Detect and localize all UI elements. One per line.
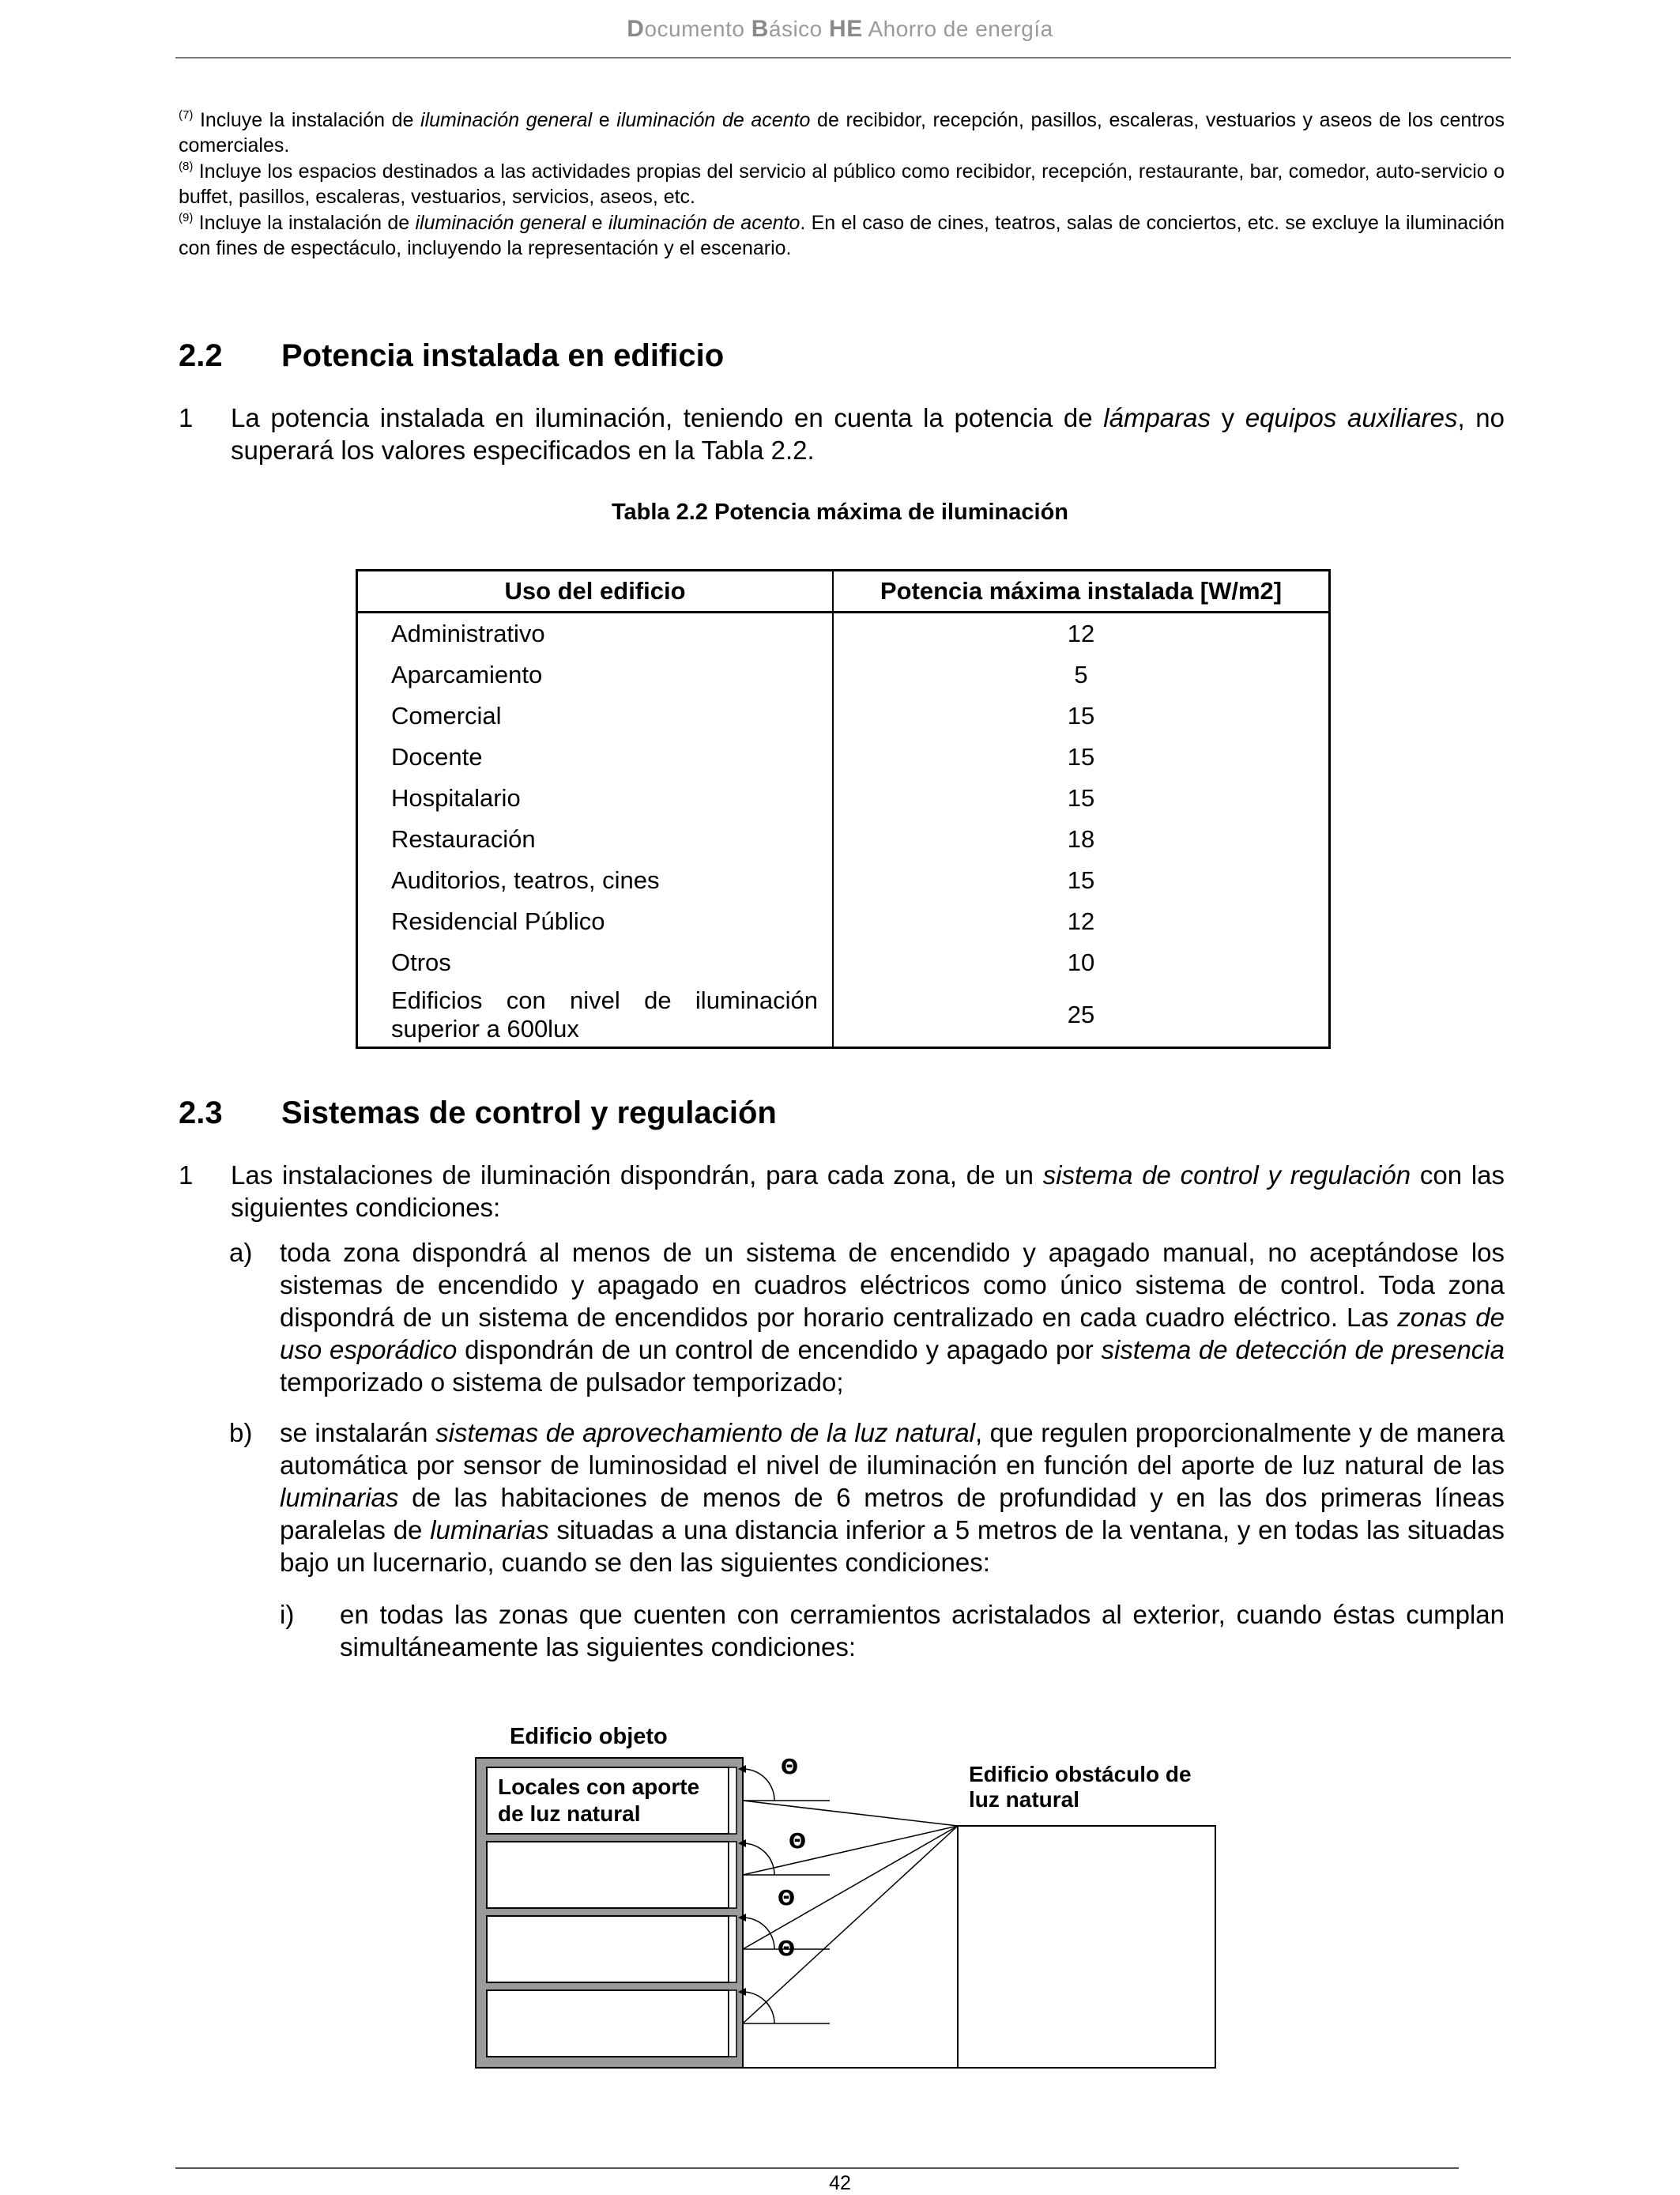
cell-max-power: 15 bbox=[1067, 702, 1095, 730]
cell-max-power: 18 bbox=[1067, 825, 1095, 853]
sight-lines bbox=[743, 1801, 958, 2023]
table-body bbox=[357, 613, 1330, 1048]
section-title: Potencia instalada en edificio bbox=[281, 338, 725, 373]
cell-building-use: Hospitalario bbox=[357, 778, 834, 819]
table-row bbox=[357, 942, 1330, 983]
rooms-label-line-1: Locales con aporte bbox=[498, 1774, 700, 1799]
text-run: situadas a una distancia inferior a 5 metros de la ventana, y en todas las situadas bajo un lucernario, cuando se den las siguientes condiciones: bbox=[280, 1515, 1505, 1577]
footnote-mark: (7) bbox=[179, 108, 194, 122]
italic-term: luminarias bbox=[280, 1483, 399, 1512]
section-number: 2.3 bbox=[179, 1096, 223, 1130]
italic-term: sistema de detección de presencia bbox=[1101, 1335, 1505, 1364]
table-row bbox=[357, 983, 1330, 1048]
item-b bbox=[280, 1416, 1505, 1578]
cell-max-power: 25 bbox=[1067, 1001, 1095, 1028]
paragraph-2-3-1 bbox=[231, 1159, 1505, 1224]
angle-arcs bbox=[743, 1769, 774, 2023]
section-heading-2-3 bbox=[179, 1096, 777, 1131]
italic-term: iluminación de acento bbox=[608, 212, 800, 234]
daylight-obstruction-diagram bbox=[466, 1715, 1225, 2087]
footer-rule bbox=[175, 2167, 1459, 2169]
page-number: 42 bbox=[829, 2172, 851, 2194]
table-caption: Tabla 2.2 Potencia máxima de iluminación bbox=[611, 500, 1069, 525]
text-run: , no superará los valores especificados en la Tabla 2.2. bbox=[231, 403, 1505, 465]
item-label-i: i) bbox=[280, 1600, 295, 1629]
text-run: Incluye la instalación de bbox=[193, 109, 421, 131]
italic-term: zonas de uso esporádico bbox=[280, 1303, 1505, 1364]
item-label-b: b) bbox=[229, 1418, 253, 1447]
rooms-label-line-2: de luz natural bbox=[498, 1801, 641, 1826]
text-run: e bbox=[592, 109, 617, 131]
header-initial-d: D bbox=[627, 16, 645, 42]
power-table bbox=[356, 569, 1331, 1049]
window-4 bbox=[729, 1990, 736, 2057]
room-3 bbox=[487, 1916, 729, 1982]
italic-term: equipos auxiliares bbox=[1245, 403, 1458, 432]
text-run: . En el caso de cines, teatros, salas de conciertos, etc. se excluye la iluminación con fines de espectáculo, incluyendo la representación y el escenario. bbox=[179, 212, 1505, 259]
theta-label-4: Θ bbox=[778, 1937, 796, 1961]
cell-building-use: Administrativo bbox=[357, 613, 834, 655]
text-run: toda zona dispondrá al menos de un sistema de encendido y apagado manual, no aceptándose los sistemas de encendido y apagado en cuadros eléctricos como único sistema de control. Toda zona dispondrá de un sistema de encendidos por horario centralizado en cada cuadro eléctrico. Las bbox=[280, 1238, 1505, 1332]
italic-term: iluminación de acento bbox=[616, 109, 811, 131]
text-run: Incluye la instalación de bbox=[193, 212, 416, 234]
table-row bbox=[357, 778, 1330, 819]
italic-term: lámparas bbox=[1103, 403, 1211, 432]
text-run: La potencia instalada en iluminación, teniendo en cuenta la potencia de bbox=[231, 403, 1104, 432]
obstacle-building bbox=[958, 1826, 1215, 2068]
table-row bbox=[357, 696, 1330, 737]
text-run: Incluye los espacios destinados a las actividades propias del servicio al público como recibidor, recepción, restaurante, bar, comedor, auto-servicio o buffet, pasillos, escaleras, vestuarios, servicios, aseos, etc. bbox=[179, 160, 1505, 208]
window-1 bbox=[729, 1767, 736, 1834]
theta-label-3: Θ bbox=[778, 1887, 796, 1910]
text-run: con las siguientes condiciones: bbox=[231, 1160, 1505, 1222]
text-run: temporizado o sistema de pulsador temporizado; bbox=[280, 1367, 844, 1397]
cell-max-power: 15 bbox=[1067, 784, 1095, 812]
building-object-label: Edificio objeto bbox=[510, 1724, 668, 1749]
column-header-power: Potencia máxima instalada [W/m2] bbox=[833, 571, 1330, 613]
header-rule bbox=[175, 57, 1511, 58]
text-run: de las habitaciones de menos de 6 metros de profundidad y en las dos primeras líneas paralelas de bbox=[280, 1483, 1505, 1544]
footnote-mark: (8) bbox=[179, 160, 194, 173]
table-row bbox=[357, 901, 1330, 942]
section-heading-2-2 bbox=[179, 338, 724, 374]
cell-building-use: Otros bbox=[357, 942, 834, 983]
table-row bbox=[357, 819, 1330, 860]
italic-term: iluminación general bbox=[420, 109, 593, 131]
paragraph-number: 1 bbox=[179, 1160, 194, 1190]
table-header-row bbox=[357, 571, 1330, 613]
cell-building-use: Aparcamiento bbox=[357, 654, 834, 696]
italic-term: luminarias bbox=[430, 1515, 549, 1544]
room-4 bbox=[487, 1990, 729, 2057]
cell-max-power: 10 bbox=[1067, 949, 1095, 976]
item-i bbox=[340, 1598, 1505, 1663]
obstacle-label-line-2: luz natural bbox=[969, 1787, 1080, 1812]
header-he: HE bbox=[829, 16, 863, 42]
obstacle-label-line-1: Edificio obstáculo de bbox=[969, 1762, 1192, 1786]
cell-building-use: Docente bbox=[357, 737, 834, 778]
table-row bbox=[357, 613, 1330, 655]
table-row bbox=[357, 860, 1330, 901]
text-run: de recibidor, recepción, pasillos, escaleras, vestuarios y aseos de los centros comerciales. bbox=[179, 109, 1505, 157]
item-label-a: a) bbox=[229, 1238, 253, 1267]
text-run: en todas las zonas que cuenten con cerramientos acristalados al exterior, cuando éstas cumplan simultáneamente las siguientes condiciones: bbox=[340, 1600, 1505, 1661]
paragraph-number: 1 bbox=[179, 403, 194, 432]
section-title: Sistemas de control y regulación bbox=[281, 1096, 777, 1130]
footnote-mark: (9) bbox=[179, 211, 194, 224]
column-header-use: Uso del edificio bbox=[357, 571, 834, 613]
text-run: y bbox=[1211, 403, 1245, 432]
running-header bbox=[0, 16, 1680, 43]
cell-building-use: Residencial Público bbox=[357, 901, 834, 942]
header-text-2: ásico bbox=[768, 17, 830, 41]
footnote-7 bbox=[179, 107, 1505, 158]
room-2 bbox=[487, 1842, 729, 1908]
cell-building-use: Restauración bbox=[357, 819, 834, 860]
section-number: 2.2 bbox=[179, 338, 223, 373]
text-run: dispondrán de un control de encendido y apagado por bbox=[457, 1335, 1102, 1364]
italic-term: iluminación general bbox=[415, 212, 586, 234]
cell-max-power: 12 bbox=[1067, 620, 1095, 647]
window-2 bbox=[729, 1842, 736, 1908]
header-text-3: Ahorro de energía bbox=[862, 17, 1053, 41]
theta-label-2: Θ bbox=[789, 1830, 807, 1854]
footnote-9 bbox=[179, 210, 1505, 261]
cell-building-use: Auditorios, teatros, cines bbox=[357, 860, 834, 901]
table-row bbox=[357, 737, 1330, 778]
cell-max-power: 15 bbox=[1067, 866, 1095, 894]
cell-max-power: 12 bbox=[1067, 907, 1095, 935]
header-text-1: ocumento bbox=[644, 17, 751, 41]
header-initial-b: B bbox=[751, 16, 769, 42]
cell-max-power: 15 bbox=[1067, 743, 1095, 771]
footnote-8 bbox=[179, 159, 1505, 209]
table-row bbox=[357, 654, 1330, 696]
window-3 bbox=[729, 1916, 736, 1982]
italic-term: sistemas de aprovechamiento de la luz natural bbox=[435, 1418, 975, 1447]
cell-building-use: Edificios con nivel de iluminación superior a 600lux bbox=[357, 983, 834, 1048]
text-run: se instalarán bbox=[280, 1418, 436, 1447]
cell-building-use: Comercial bbox=[357, 696, 834, 737]
paragraph-2-2-1 bbox=[231, 402, 1505, 466]
item-a bbox=[280, 1236, 1505, 1398]
theta-label-1: Θ bbox=[781, 1756, 799, 1779]
text-run: e bbox=[586, 212, 608, 234]
italic-term: sistema de control y regulación bbox=[1042, 1160, 1411, 1190]
cell-max-power: 5 bbox=[1074, 661, 1088, 688]
text-run: Las instalaciones de iluminación dispondrán, para cada zona, de un bbox=[231, 1160, 1043, 1190]
text-run: , que regulen proporcionalmente y de manera automática por sensor de luminosidad el nivel de iluminación en función del aporte de luz natural de las bbox=[280, 1418, 1505, 1480]
